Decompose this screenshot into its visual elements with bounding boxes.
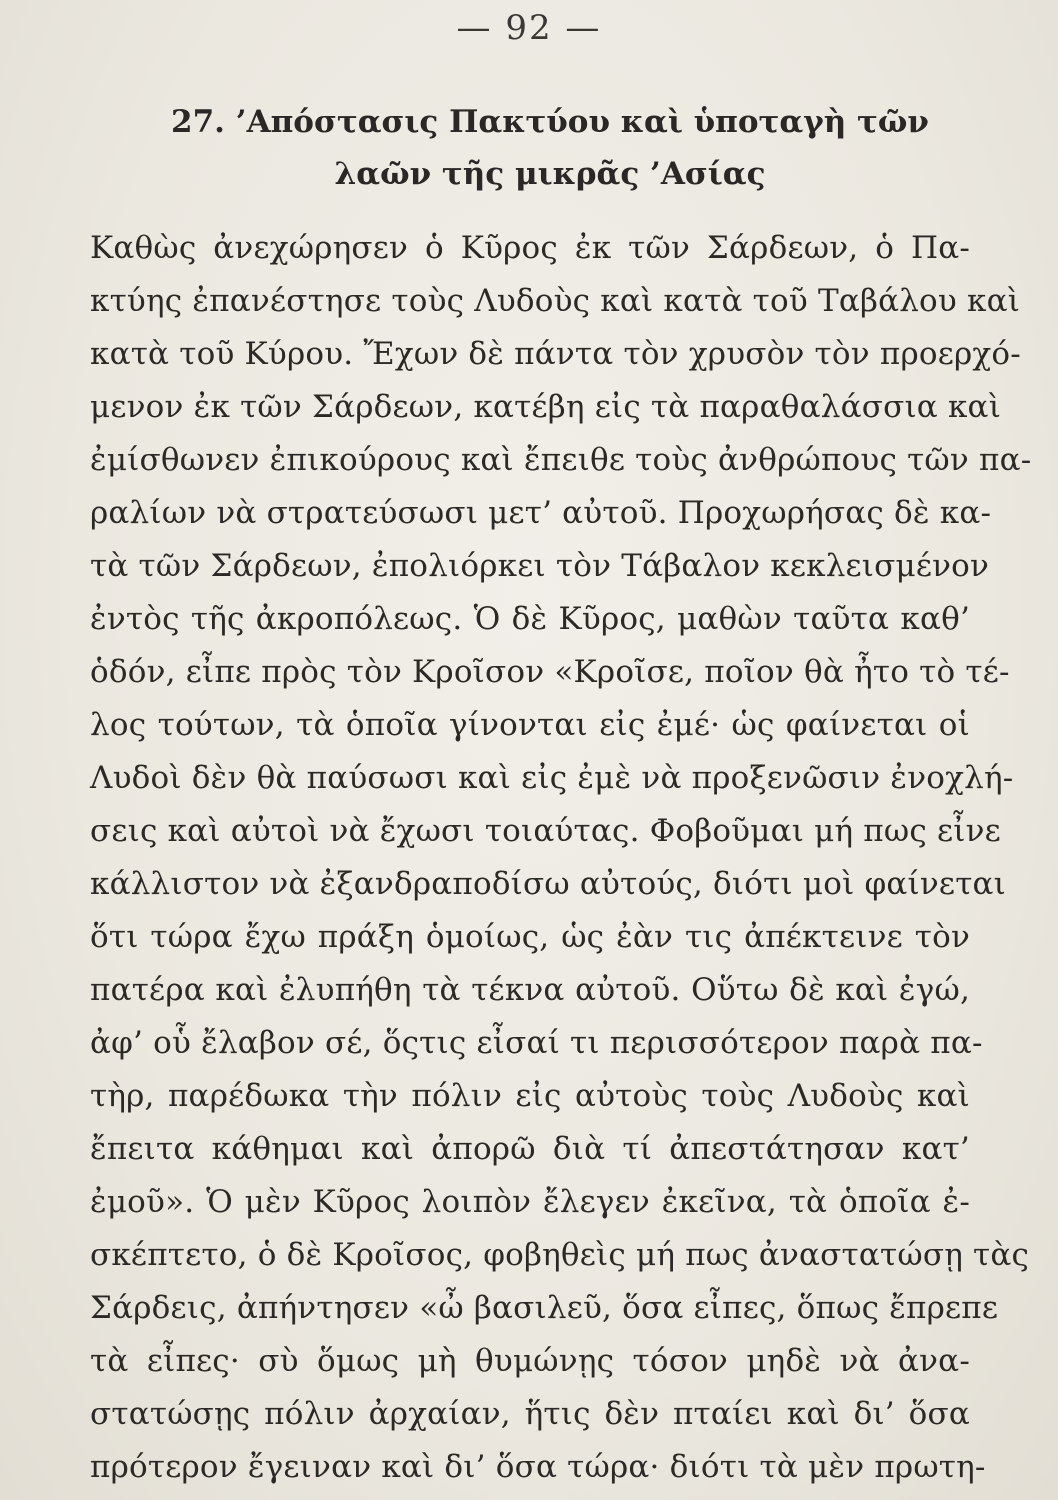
- text-line: Καθὼς ἀνεχώρησεν ὁ Κῦρος ἐκ τῶν Σάρδεων, ὁ Πα-: [90, 230, 970, 266]
- text-line: Λυδοὶ δὲν θὰ παύσωσι καὶ εἰς ἐμὲ νὰ προξενῶσιν ἐνοχλή-: [90, 760, 1014, 796]
- text-line: τὰ εἶπες· σὺ ὅμως μὴ θυμώνῃς τόσον μηδὲ νὰ ἀνα-: [90, 1343, 970, 1379]
- text-line: ραλίων νὰ στρατεύσωσι μετ’ αὐτοῦ. Προχωρήσας δὲ κα-: [90, 495, 992, 531]
- text-line: κτύης ἐπανέστησε τοὺς Λυδοὺς καὶ κατὰ τοῦ Ταβάλου καὶ: [90, 283, 1021, 319]
- text-line: στατώσῃς πόλιν ἀρχαίαν, ἥτις δὲν πταίει καὶ δι’ ὅσα: [90, 1396, 970, 1432]
- heading-line: 27. ’Απόστασις Πακτύου καὶ ὑποταγὴ τῶν: [171, 104, 929, 140]
- text-line: σεις καὶ αὐτοὶ νὰ ἔχωσι τοιαύτας. Φοβοῦμαι μή πως εἶνε: [90, 813, 1001, 849]
- text-line: κάλλιστον νὰ ἐξανδραποδίσω αὐτούς, διότι μοὶ φαίνεται: [90, 866, 1007, 902]
- text-line: Σάρδεις, ἀπήντησεν «ὦ βασιλεῦ, ὅσα εἶπες, ὅπως ἔπρεπε: [90, 1290, 999, 1326]
- text-line: ὅτι τώρα ἔχω πράξη ὁμοίως, ὡς ἐὰν τις ἀπέκτεινε τὸν: [90, 919, 970, 955]
- section-heading: [120, 96, 980, 200]
- text-line: πατέρα καὶ ἐλυπήθη τὰ τέκνα αὐτοῦ. Οὕτω δὲ καὶ ἐγώ,: [90, 972, 970, 1008]
- text-line: τὴρ, παρέδωκα τὴν πόλιν εἰς αὐτοὺς τοὺς Λυδοὺς καὶ: [90, 1078, 970, 1114]
- body-text: [90, 222, 1032, 1494]
- text-line: ἔπειτα κάθημαι καὶ ἀπορῶ διὰ τί ἀπεστάτησαν κατ’: [90, 1131, 970, 1167]
- text-line: λος τούτων, τὰ ὁποῖα γίνονται εἰς ἐμέ· ὡς φαίνεται οἱ: [90, 707, 970, 743]
- text-line: ἀφ’ οὗ ἔλαβον σέ, ὅςτις εἶσαί τι περισσότερον παρὰ πα-: [90, 1025, 983, 1061]
- text-line: ἐντὸς τῆς ἀκροπόλεως. Ὁ δὲ Κῦρος, μαθὼν ταῦτα καθ’: [90, 601, 970, 637]
- text-line: σκέπτετο, ὁ δὲ Κροῖσος, φοβηθεὶς μή πως ἀναστατώσῃ τὰς: [90, 1237, 1030, 1273]
- heading-line: λαῶν τῆς μικρᾶς ’Ασίας: [334, 156, 766, 192]
- text-line: κατὰ τοῦ Κύρου. Ἔχων δὲ πάντα τὸν χρυσὸν τὸν προερχό-: [90, 336, 1021, 372]
- text-line: τὰ τῶν Σάρδεων, ἐπολιόρκει τὸν Τάβαλον κεκλεισμένον: [90, 548, 990, 584]
- text-line: μενον ἐκ τῶν Σάρδεων, κατέβη εἰς τὰ παραθαλάσσια καὶ: [90, 389, 1002, 425]
- text-line: ἐμοῦ». Ὁ μὲν Κῦρος λοιπὸν ἔλεγεν ἐκεῖνα, τὰ ὁποῖα ἐ-: [90, 1184, 970, 1220]
- text-line: ὁδόν, εἶπε πρὸς τὸν Κροῖσον «Κροῖσε, ποῖον θὰ ἦτο τὸ τέ-: [90, 654, 1010, 690]
- page-number: — 92 —: [456, 8, 602, 48]
- text-line: πρότερον ἔγειναν καὶ δι’ ὅσα τώρα· διότι τὰ μὲν πρωτη-: [90, 1449, 986, 1485]
- text-line: ἐμίσθωνεν ἐπικούρους καὶ ἔπειθε τοὺς ἀνθρώπους τῶν πα-: [90, 442, 1032, 478]
